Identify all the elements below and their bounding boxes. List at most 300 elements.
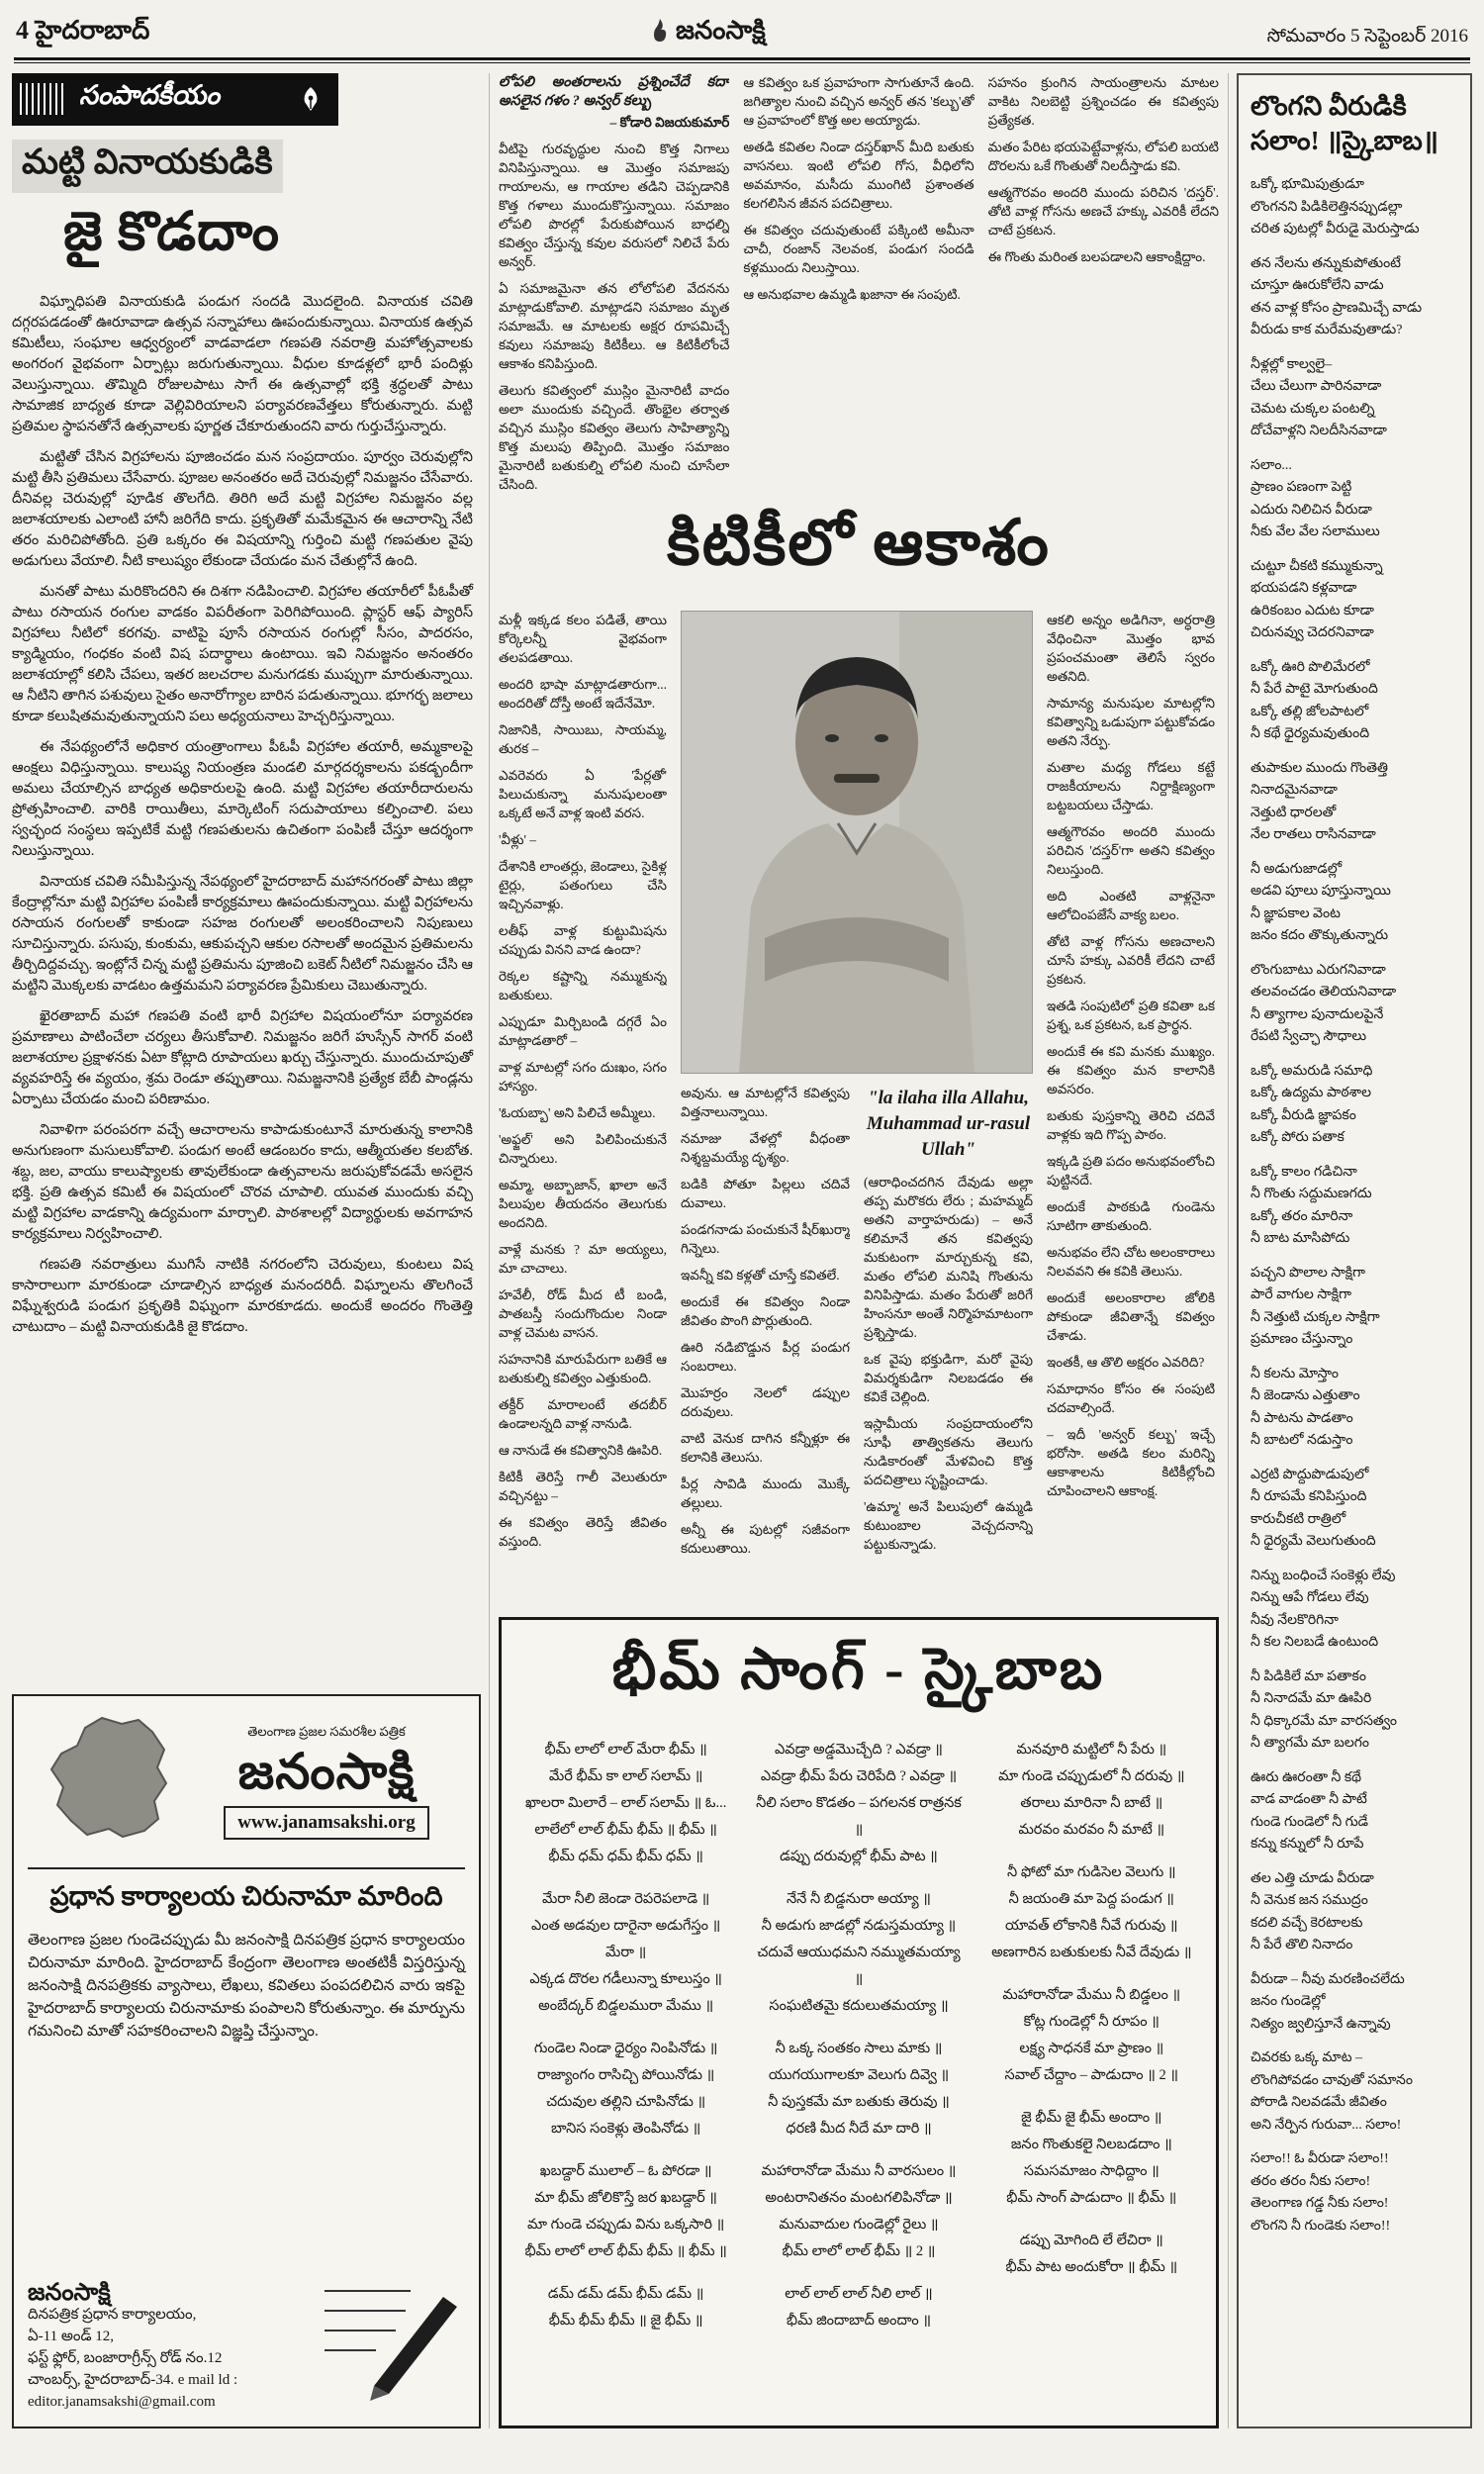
feature-paragraph: ఒక వైపు భక్తుడిగా, మరో వైపు విమర్శకుడిగా నిలబడడం ఈ కవికే చెల్లింది. <box>864 1352 1033 1404</box>
song-line: జై భీమ్ జై భీమ్ అందాం ॥ <box>1021 2110 1162 2126</box>
pen-writing-graphic <box>317 2269 465 2413</box>
editorial-paragraph: నివాళిగా పరంపరగా వచ్చే ఆచారాలను కాపాడుకుంటూనే మారుతున్న కాలానికి అనుగుణంగా మసులుకోవాలి. పండుగ అంటే ఆడంబరం కాదు, ఆత్మీయతల కలబోత. శబ్ద, జల, వాయు కాలుష్యాలకు తావులేకుండా ఉత్సవాలను జరుపుకోవడమే అసలైన భక్తి. ప్రతి ఉత్సవ కమిటీ ఈ విషయంలో చొరవ చూపాలి. యువత ముందుకు వచ్చి మట్టి విగ్రహాల వాడకాన్ని ఉద్యమంగా మార్చాలి. పాఠశాలల్లో విద్యార్థులకు అవగాహన కార్యక్రమాలు నిర్వహించాలి. <box>12 1122 473 1242</box>
poem-line <box>1251 1352 1458 1364</box>
feature-paragraph: 'ఓయబ్బా' అని పిలిచే అమ్మీలు. <box>499 1105 656 1120</box>
feature-text <box>864 1350 1033 1554</box>
poem-line: నీ పాటను పాడతాం <box>1251 1410 1353 1426</box>
poem-line: పచ్చని పొలాల సాక్షిగా <box>1251 1265 1365 1281</box>
poem-line <box>1251 1554 1458 1566</box>
song-line: లక్ష్య సాధనకే మా ప్రాణం ॥ <box>1019 2041 1164 2056</box>
song-line: బానిస సంకెళ్లు తెంపినోడు ॥ <box>551 2121 701 2137</box>
poem-line: ఒక్కో తరం మారినా <box>1251 1208 1353 1224</box>
feature-paragraph: తెలుగు కవిత్వంలో ముస్లిం మైనారిటీ వాదం అలా ముందుకు వచ్చిందే. తొంభైల తర్వాత వచ్చిన ముస్లిం కవిత్వం తెలుగు సాహిత్యాన్ని కొత్త మలుపు తిప్పింది. మొత్తం సమాజం మైనారిటీ బతుకుల్ని లోపలి నుంచి చూసేలా చేసింది. <box>499 383 730 492</box>
song-line: మరవం మరవం నీ మాటే ॥ <box>1018 1822 1165 1838</box>
feature-epigraph: లోపలి అంతరాలను ప్రశ్నించేదే కదా అసలైన గళం ? అన్వర్ కల్బు <box>499 74 730 109</box>
portrait-photo <box>681 611 1033 1074</box>
feature-paragraph: బడికి పోతూ పిల్లలు చదివే దువాలు. <box>681 1177 850 1210</box>
poem-line <box>1251 342 1458 354</box>
poem-line: చివరకు ఒక్క మాట – <box>1251 2050 1363 2065</box>
feature-paragraph: 'వీళ్లు' – <box>499 832 537 847</box>
song-line: తరాలు మారినా నీ బాటే ॥ <box>1020 1795 1163 1811</box>
song-line <box>985 1966 1198 1982</box>
poem-line <box>1251 1957 1458 1969</box>
feature-paragraph: దేశానికి లాంతర్లు, జెండాలు, సైకిళ్ల టైర్లు, పతంగులు చేసి ఇచ్చినవాళ్లు. <box>499 859 667 911</box>
poem-line: నీ రూపమే కనిపిస్తుంది <box>1251 1489 1367 1504</box>
feature-paragraph: ఆ అనుభవాల ఉమ్మడి ఖజానా ఈ సంపుటి. <box>743 287 961 302</box>
song-line: మహారానోడా మేము నీ వారసులం ॥ <box>761 2163 957 2179</box>
poem-line: ప్రమాణం చేస్తున్నాం <box>1251 1332 1353 1347</box>
poem-line: ఎర్రటి పొద్దుపొడుపులో <box>1251 1467 1369 1482</box>
poem-line: ఒక్కో ఊరి పొలిమేరలో <box>1251 659 1370 675</box>
feature-paragraph: అవును. ఆ మాటల్లోనే కవిత్వపు విత్తనాలున్నాయి. <box>681 1086 850 1119</box>
poem-line: కారుచీకటి రాత్రిలో <box>1251 1511 1346 1527</box>
poem-line <box>1251 2036 1458 2047</box>
poem-line: చుట్టూ చీకటి కమ్ముకున్నా <box>1251 558 1383 574</box>
song-line: భీమ్ భీమ్ భీమ్ ॥ జై భీమ్ ॥ <box>548 2313 703 2329</box>
song-line: భీమ్ లాలో లాల్ భీమ్ ॥ 2 ॥ <box>782 2243 936 2259</box>
poem-line: నీ కల నిలబడే ఉంటుంది <box>1251 1635 1379 1650</box>
poem-line: నిన్ను ఆపే గోడలు లేవు <box>1251 1590 1369 1605</box>
poem-line: నిత్యం జ్వలిస్తూనే ఉన్నావు <box>1251 2016 1391 2032</box>
feature-text-col <box>1047 611 1215 1607</box>
poem-line: భయపడని కళ్లవాడా <box>1251 581 1357 596</box>
poem-line: నీ పిడికిలే మా పతాకం <box>1251 1668 1366 1684</box>
promo-website: www.janamsakshi.org <box>224 1806 428 1840</box>
feature-paragraph: 'ఉమ్మా' అనే పిలుపులో ఉమ్మడి కుటుంబాల వెచ్చదనాన్ని పట్టుకున్నాడు. <box>864 1499 1033 1552</box>
poem-line <box>1251 1150 1458 1162</box>
promo-identity <box>188 1724 465 1840</box>
feature-paragraph: – ఇదీ 'అన్వర్ కల్బు' ఇచ్చే భరోసా. అతడి కలం మరిన్ని ఆకాశాలను కిటికీల్లోంచి చూపించాలని ఆకాంక్ష. <box>1047 1427 1215 1498</box>
feature-paragraph: 'అఫ్జల్' అని పిలిపించుకునే చిన్నారులు. <box>499 1132 667 1166</box>
poem-line: సలాం... <box>1251 457 1292 473</box>
song-line: భీమ్ లాలో లాల్ మేరా భీమ్ ॥ <box>544 1742 707 1758</box>
feature-paragraph: అమ్మా, అబ్బాజాన్, ఖాలా అనే పిలుపుల తీయదనం తెలుగుకు అందనిది. <box>499 1178 667 1230</box>
poem-line: వీరుడు కాక మరేమవుతాడు? <box>1251 323 1403 337</box>
song-line: నీ ఫోటో మా గుడిసెల వెలుగు ॥ <box>1007 1864 1176 1880</box>
song-line: రాజ్యాంగం రాసిచ్చి పోయినోడు ॥ <box>537 2067 715 2083</box>
song-line: మహారానోడా మేము నీ బిడ్డలం ॥ <box>1002 1987 1181 2003</box>
poem-line: లొంగుబాటు ఎరుగనివాడా <box>1251 962 1386 978</box>
salute-poem-box <box>1237 73 1472 2428</box>
poem-line: ఎదురు నిలిచిన వీరుడా <box>1251 502 1372 518</box>
promo-notice-title: ప్రధాన కార్యాలయ చిరునామా మారింది <box>28 1867 465 1919</box>
feature-paragraph: అందుకే అలంకారాల జోలికి పోకుండా జీవితాన్నే కవిత్వం చేశాడు. <box>1047 1290 1215 1343</box>
office-address <box>28 2282 317 2413</box>
song-line <box>519 2020 732 2036</box>
feature-paragraph: ఆకలి అన్నం అడిగినా, అర్ధరాత్రి వేధించినా మొత్తం భావ ప్రపంచమంతా తెలిసే స్వరం అతనిది. <box>1047 613 1215 684</box>
poem-line <box>1251 1756 1458 1767</box>
feature-paragraph: అందరి భాషా మాట్లాడతారుగా... అందరితో దోస్తీ అంటే ఇదేనేమో. <box>499 677 667 711</box>
poem-line: ఒక్కో పోరు పతాక <box>1251 1130 1345 1145</box>
header-rule <box>14 57 1470 60</box>
feature-paragraph: మళ్లీ ఇక్కడ కలం పడితే, తాయి కోర్కెలన్నీ వైభవంగా తలపడతాయి. <box>499 613 667 665</box>
song-line: భీమ్ లాలో లాల్ భీమ్ భీమ్ ॥ భీమ్ ॥ <box>524 2243 727 2259</box>
poem-line: లొంగిపోవడం చావుతో సమానం <box>1251 2072 1413 2088</box>
poem-line: ఒక్కో తల్లి జోలపాటలో <box>1251 704 1369 719</box>
editorial-paragraph: మట్టితో చేసిన విగ్రహాలను పూజించడం మన సంప్రదాయం. పూర్వం చెరువుల్లోని మట్టి తీసి ప్రతిమలు చేసేవారు. పూజల అనంతరం అదే చెరువుల్లో నిమజ్జనం చేసేవారు. దీనివల్ల చెరువుల్లో పూడిక తొలగేది. తిరిగి అదే మట్టి విగ్రహాల నిమజ్జనం వల్ల జలాశయాలకు ఎలాంటి హానీ జరిగేది కాదు. ప్రకృతితో మమేకమైన ఈ ఆచారాన్ని నేటి తరం మరిచిపోతోంది. ప్రతి ఒక్కరం ఈ విషయాన్ని గుర్తించి మట్టి గణపతుల వైపు అడుగులు వేయాలి. నీటి కాలుష్యం లేకుండా చేయడం మన చేతుల్లోనే ఉంది. <box>12 449 473 569</box>
feature-paragraph: మతం పేరిట భయపెట్టేవాళ్లను, లోపలి బయటి దొరలను ఒకే గొంతుతో నిలదీస్తాడు కవి. <box>987 140 1219 173</box>
feature-paragraph: అనుభవం లేని చోట అలంకారాలు నిలవవని ఈ కవికి తెలుసు. <box>1047 1245 1215 1279</box>
feature-paragraph: అది ఎంతటి వాళ్లనైనా ఆలోచింపజేసే వాక్య బలం. <box>1047 889 1215 922</box>
poem-line <box>1251 948 1458 960</box>
song-line: నీలి సలాం కొడతం – పగలనక రాత్రనక ॥ <box>756 1795 962 1838</box>
bheem-song-column <box>752 1737 965 2334</box>
poem-line: సలాం!! ఓ వీరుడా సలాం!! <box>1251 2151 1389 2166</box>
poem-line: నీళ్లల్లో కాల్వలై– <box>1251 356 1333 372</box>
office-line: ఏ-11 అండ్ 12, <box>28 2329 115 2344</box>
poem-line: లొంగనని పిడికిలెత్తినప్పుడల్లా <box>1251 199 1403 215</box>
editorial-paragraph: మనతో పాటు మరికొందరిని ఈ దిశగా నడిపించాలి. విగ్రహాల తయారీలో పీఓపీతో పాటు రసాయన రంగుల వాడకం విపరీతంగా పెరిగిపోయింది. ప్లాస్టర్ ఆఫ్ ప్యారిస్ విగ్రహాలు నీటిలో కరగవు. వాటిపై పూసే రసాయన రంగుల్లో సీసం, పాదరసం, క్యాడ్మియం, గంధకం వంటి విష పదార్థాలు ఉంటాయి. ఇవి నిమజ్జనం అనంతరం జలాశయాల్లో కలిసి చేపలు, ఇతర జలచరాల మనుగడకు ముప్పుగా మారుతున్నాయి. ఆ నీటిని తాగిన పశువులు సైతం అనారోగ్యాల బారిన పడుతున్నాయి. భూగర్భ జలాలు కూడా కలుషితమవుతున్నాయని పలు అధ్యయనాలు హెచ్చరిస్తున్నాయి. <box>12 584 473 724</box>
feature-paragraph: అతడి కవితల నిండా దస్తర్‌ఖాన్ మీది బతుకు వాసనలు. ఇంటి లోపలి గోస, వీధిలోని అవమానం, మసీదు ముంగిటి ప్రశాంతత కలగలిసిన జీవన పదచిత్రాలు. <box>743 140 974 211</box>
editorial-paragraph: వినాయక చవితి సమీపిస్తున్న నేపథ్యంలో హైదరాబాద్ మహానగరంతో పాటు జిల్లా కేంద్రాల్లోనూ మట్టి విగ్రహాల పంపిణీ కార్యక్రమాలు ఊపందుకున్నాయి. మట్టి విగ్రహాలను రసాయన రంగులతో కాకుండా సహజ రంగులతో అలంకరించాలని నిపుణులు సూచిస్తున్నారు. పసుపు, కుంకుమ, ఆకుపచ్చని ఆకుల రసాలతో అందమైన ప్రతిమలను తీర్చిదిద్దవచ్చు. ఇంట్లోనే చిన్న మట్టి ప్రతిమను పూజించి బకెట్ నీటిలో నిమజ్జనం చేసి ఆ మట్టిని మొక్కలకు వాడటం ఉత్తమమని పర్యావరణ ప్రేమికులు చెబుతున్నారు. <box>12 874 473 994</box>
poem-line: అని నేర్పిన గురువా... సలాం! <box>1251 2117 1402 2133</box>
poem-line: పోరాడి నిలవడమే జీవితం <box>1251 2095 1387 2110</box>
song-line: అంబేద్కర్ బిడ్డలమురా మేము ॥ <box>538 1998 714 2014</box>
salute-title-line: లొంగని వీరుడికి <box>1251 91 1407 121</box>
feature-paragraph: ఇస్లామీయ సంప్రదాయంలోని సూఫీ తాత్వికతను తెలుగు నుడికారంతో మేళవించి కొత్త పదచిత్రాలు సృష్టించాడు. <box>864 1416 1033 1487</box>
song-line: అంటరానితనం మంటగలిపినోడా ॥ <box>765 2190 953 2206</box>
feature-photo-wrap <box>681 611 1033 1607</box>
feature-paragraph: ఇక్కడి ప్రతి పదం అనుభవంలోంచి పుట్టినదే. <box>1047 1154 1215 1188</box>
office-notice-box <box>12 1694 481 2428</box>
poem-line: నీ నినాదమే మా ఊపిరి <box>1251 1691 1372 1706</box>
bheem-song-box <box>499 1617 1219 2428</box>
song-line: మా భీమ్ జోలికొస్తే జర ఖబడ్దార్ ॥ <box>534 2190 717 2206</box>
song-line: జనం గొంతుకలై నిలబడదాం ॥ <box>1010 2137 1172 2152</box>
edition-date: సోమవారం 5 సెప్టెంబర్ 2016 <box>1266 26 1468 47</box>
kalima-quote: "la ilaha illa Allahu, Muhammad ur-rasul Ullah" <box>866 1088 1031 1160</box>
office-line: దినపత్రిక ప్రధాన కార్యాలయం, <box>28 2307 197 2323</box>
office-line: ఫస్ట్ ఫ్లోర్, బంజారాగ్రీన్స్ రోడ్ నం.12 <box>28 2350 223 2366</box>
poem-line: నీవు నేలకొరిగినా <box>1251 1612 1339 1628</box>
song-line: నీ పుస్తకమే మా బతుకు తెరువు ॥ <box>768 2094 950 2110</box>
feature-intro-text <box>499 140 729 494</box>
editorial-paragraph: ఖైరతాబాద్ మహా గణపతి వంటి భారీ విగ్రహాల విషయంలోనూ పర్యావరణ ప్రమాణాలు పాటించేలా చర్యలు తీసుకోవాలి. నిమజ్జనం జరిగే హుస్సేన్ సాగర్ వంటి జలాశయాల ప్రక్షాళనకు ఏటా కోట్లాది రూపాయలు ఖర్చు చేస్తున్నారు. ముందుచూపుతో వ్యవహరిస్తే ఈ వ్యయం, శ్రమ రెండూ తప్పుతాయి. నిమజ్జనానికి ప్రత్యేక బేబీ పాండ్లను ఏర్పాటు చేయడం మంచి పరిణామం. <box>12 1008 473 1107</box>
feature-paragraph: ఆత్మగౌరవం అందరి ముందు పరిచిన 'దస్తర్'గా అతని కవిత్వం నిలుస్తుంది. <box>1047 824 1215 877</box>
pen-nib-icon <box>297 85 325 113</box>
poem-line: నీ బాటలో నడుస్తాం <box>1251 1433 1353 1448</box>
poem-line: చూస్తూ ఊరుకోలేని వాడు <box>1251 278 1384 293</box>
song-line: మనవూరి మట్టిలో నీ పేరు ॥ <box>1016 1742 1167 1758</box>
poem-line: నీ త్యాగాల పునాదులపైనే <box>1251 1006 1384 1022</box>
feature-text-col <box>681 1084 850 1607</box>
poem-line <box>1251 544 1458 556</box>
bheem-song-columns <box>519 1737 1198 2334</box>
feature-paragraph: సమాధానం కోసం ఈ సంపుటి చదవాల్సిందే. <box>1047 1381 1215 1415</box>
song-line: మేరే భీమ్ కా లాల్ సలామ్ ॥ <box>548 1768 703 1784</box>
feature-paragraph: వాటి వెనుక దాగిన కన్నీళ్లూ ఈ కలానికి తెలుసు. <box>681 1431 850 1465</box>
feature-paragraph: ఈ కవిత్వం చదువుతుంటే పక్కింటి అమీనా చాచీ, రంజాన్ నెలవంక, పండుగ సందడి కళ్లముందు నిలుస్తాయి. <box>743 223 974 275</box>
poem-line: తల ఎత్తి చూడు వీరుడా <box>1251 1870 1374 1886</box>
feature-body <box>499 611 1219 1607</box>
poem-line: తన వాళ్ల కోసం ప్రాణమిచ్చే వాడు <box>1251 300 1423 316</box>
masthead-logo <box>651 16 766 51</box>
song-line <box>985 2212 1198 2228</box>
editorial-kicker: మట్టి వినాయకుడికి <box>12 140 283 193</box>
promo-footer <box>28 2269 465 2413</box>
song-line: డప్పు మోగింది లే లేచిరా ॥ <box>1019 2233 1163 2248</box>
editorial-column <box>12 73 481 2428</box>
poem-line: నీకు వేల వేల సలాములు <box>1251 524 1380 539</box>
poem-line: నీ పేరే పాటై మోగుతుంది <box>1251 682 1378 697</box>
poem-line <box>1251 241 1458 253</box>
song-line: సమసమాజం సాధిద్దాం ॥ <box>1023 2163 1159 2179</box>
masthead-title: జనంసాక్షి <box>676 16 766 45</box>
song-line: భీమ్ ధమ్ ధమ్ భీమ్ ధమ్ ॥ <box>548 1849 703 1864</box>
feature-paragraph: అన్నీ ఈ పుటల్లో సజీవంగా కదులుతాయి. <box>681 1522 850 1556</box>
poem-line <box>1251 1856 1458 1868</box>
poem-line: వీరుడా – నీవు మరణించలేదు <box>1251 1971 1405 1987</box>
song-line: నేనే నీ బిడ్డనురా అయ్యా ॥ <box>787 1891 931 1907</box>
poem-line: నీ జ్ఞాపకాల వెంట <box>1251 905 1341 921</box>
feature-intro-col <box>499 73 729 499</box>
feature-paragraph: నమాజు వేళల్లో వీధంతా నిశ్శబ్దమయ్యే దృశ్యం. <box>681 1131 850 1165</box>
feature-paragraph: ఈ కవిత్వం తెరిస్తే జీవితం వస్తుంది. <box>499 1515 667 1549</box>
song-line: లాలేలో లాల్ భీమ్ భీమ్ ॥ భీమ్ ॥ <box>534 1822 717 1838</box>
poem-line: చెమట చుక్కల పంటల్ని <box>1251 401 1375 417</box>
poem-line: నీ జెండాను ఎత్తుతాం <box>1251 1388 1360 1403</box>
poem-line <box>1251 1453 1458 1465</box>
song-line <box>519 1870 732 1886</box>
poem-line: నీ కథే ధైర్యమవుతుంది <box>1251 726 1370 741</box>
feature-paragraph: ఊరి నడిబొడ్డున పీర్ల పండుగ సంబరాలు. <box>681 1340 850 1374</box>
song-line: మనువాదుల గుండెల్లో రైలు ॥ <box>779 2217 939 2233</box>
poem-line: ఒక్కో భూమిపుత్రుడూ <box>1251 177 1364 192</box>
song-line <box>985 2089 1198 2105</box>
song-line: చదువుల తల్లిని చూపినోడు ॥ <box>546 2094 706 2110</box>
poem-line: చరిత పుటల్లో వీరుడై మెరుస్తాడు <box>1251 222 1420 237</box>
song-line: ధరణి మీద నీదే మా దారి ॥ <box>786 2121 932 2137</box>
editorial-paragraph: ఈ నేపథ్యంలోనే అధికార యంత్రాంగాలు పీఓపీ విగ్రహాల తయారీ, అమ్మకాలపై ఆంక్షలు విధిస్తున్నాయి. కాలుష్య నియంత్రణ మండలి మార్గదర్శకాలను పకడ్బందీగా అమలు చేయాల్సిన బాధ్యత అధికారులపై ఉంది. మట్టి విగ్రహాల తయారీదారులను ప్రోత్సహించాలి. వారికి రాయితీలు, మార్కెటింగ్ సదుపాయాలు కల్పించాలి. పలు స్వచ్ఛంద సంస్థలు ఇప్పటికే మట్టి గణపతులను ఉచితంగా పంపిణీ చేస్తూ ఆదర్శంగా నిలుస్తున్నాయి. <box>12 739 473 859</box>
feature-paragraph: సామాన్య మనుషుల మాటల్లోని కవిత్వాన్ని ఒడుపుగా పట్టుకోవడం అతని నేర్పు. <box>1047 696 1215 748</box>
song-line <box>519 2265 732 2281</box>
poem-line: వాడ వాడంతా నీ పాటే <box>1251 1792 1367 1807</box>
poem-line: తెలంగాణ గడ్డ నీకు సలాం! <box>1251 2196 1389 2211</box>
song-line: డమ్ డమ్ డమ్ భీమ్ డమ్ ॥ <box>547 2286 704 2302</box>
song-line: సవాల్ చేద్దాం – పాడుదాం ॥ 2 ॥ <box>1004 2067 1179 2083</box>
song-line: ఖాలరా మిలారే – లాల్ సలామ్ ॥ ఓ... <box>524 1795 727 1811</box>
poem-line: ప్రాణం పణంగా పెట్టి <box>1251 480 1352 495</box>
feature-paragraph: రెక్కల కష్టాన్ని నమ్ముకున్న బతుకులు. <box>499 969 667 1002</box>
feature-paragraph: ఎప్పుడూ మిర్చిబండి దగ్గరే ఏం మాట్లాడతారో – <box>499 1014 667 1048</box>
feature-quote-col <box>864 1084 1033 1607</box>
song-line: ఎవడ్రా భీమ్ పేరు చెరిపేది ? ఎవడ్రా ॥ <box>760 1768 958 1784</box>
poem-line: నిన్ను బంధించే సంకెళ్లు లేవు <box>1251 1568 1396 1583</box>
feature-paragraph: ఇంతకీ, ఆ తొలి అక్షరం ఎవరిది? <box>1047 1355 1205 1370</box>
song-line: ఎక్కడ దొరల గడీలున్నా కూలుస్తం ॥ <box>529 1971 722 1987</box>
feature-paragraph: వాళ్ల మాటల్లో సగం దుఃఖం, సగం హాస్యం. <box>499 1060 667 1094</box>
feature-paragraph: అందుకే ఈ కవి మనకు ముఖ్యం. ఈ కవిత్వం మన కాలానికి అవసరం. <box>1047 1044 1215 1096</box>
poem-line <box>1251 2137 1458 2148</box>
song-line <box>752 2142 965 2158</box>
poem-line: కన్ను కన్నులో నీ రూపే <box>1251 1837 1364 1852</box>
barcode-stripes-icon <box>20 83 65 115</box>
feature-paragraph: అందుకే పాఠకుడి గుండెను సూటిగా తాకుతుంది. <box>1047 1199 1215 1233</box>
poem-line: చిరునవ్వు చెదరనివాడా <box>1251 625 1374 640</box>
poem-line: లొంగని నీ గుండెకు సలాం!! <box>1251 2218 1391 2234</box>
feature-paragraph: వీటిపై గురవృద్ధుల నుంచి కొత్త నిగాలు వినిపిస్తున్నాయి. ఆ మొత్తం సమాజపు గాయాలను, ఆ గాయాల తడిని చెప్పడానికి కొత్త గళాలు ముందుకొస్తున్నాయి. సమాజం లోపలి పొరల్లో పేరుకుపోయిన బాధల్ని కవిత్వం చేస్తున్న కవుల వరుసలో నిలిచే పేరు అన్వర్. <box>499 142 730 269</box>
editorial-body <box>12 292 481 1686</box>
feature-paragraph: మొహర్రం నెలలో డప్పుల దరువులు. <box>681 1385 850 1419</box>
salute-poem-body <box>1251 174 1458 2237</box>
poem-line: చేలు చేలుగా పారినవాడా <box>1251 379 1382 394</box>
poem-line <box>1251 645 1458 657</box>
poem-line <box>1251 1655 1458 1666</box>
poem-line: నీ అడుగుజాడల్లో <box>1251 861 1343 877</box>
poem-line: నీ కలను మోస్తాం <box>1251 1366 1339 1381</box>
song-line <box>752 1870 965 1886</box>
page-body <box>0 63 1484 2442</box>
poem-line: ఒక్కో ఉద్యమ పాఠశాల <box>1251 1086 1371 1100</box>
promo-notice-body: తెలంగాణ ప్రజల గుండెచప్పుడు మీ జనంసాక్షి దినపత్రిక ప్రధాన కార్యాలయం చిరునామా మారింది. హైదరాబాద్ కేంద్రంగా తెలంగాణ అంతటికీ విస్తరిస్తున్న జనంసాక్షి దినపత్రికకు వ్యాసాలు, లేఖలు, కవితలు పంపదలిచిన వారు ఇకపై హైదరాబాద్ కార్యాలయ చిరునామాకు పంపాలని కోరుతున్నాం. ఈ మార్పును గమనించి మాతో సహకరించాలని విజ్ఞప్తి చేస్తున్నాం. <box>28 1932 465 2040</box>
page-header <box>0 0 1484 57</box>
song-line: గుండెల నిండా ధైర్యం నింపినోడు ॥ <box>533 2041 718 2056</box>
poem-line: నీ బాట మాసిపోదు <box>1251 1231 1350 1246</box>
song-line: చదువే ఆయుధమని నమ్ముతమయ్యా ॥ <box>757 1945 961 1987</box>
song-line: ఎవడ్రా అడ్డమొచ్చేది ? ఎవడ్రా ॥ <box>774 1742 943 1758</box>
song-line: కోట్ల గుండెల్లో నీ రూపం ॥ <box>1023 2014 1159 2030</box>
promo-logo: జనంసాక్షి <box>237 1744 416 1799</box>
feature-paragraph: కిటికీ తెరిస్తే గాలీ వెలుతురూ వచ్చినట్టు – <box>499 1470 667 1503</box>
salute-poem-title <box>1251 89 1458 158</box>
song-line: మేరా నీలి జెండా రెపరెపలాడె ॥ <box>541 1891 710 1907</box>
poem-line <box>1251 1251 1458 1263</box>
poem-line: కదలి వచ్చే కెరటాలకు <box>1251 1915 1363 1931</box>
song-line: భీమ్ సాంగ్ పాడుదాం ॥ భీమ్ ॥ <box>1006 2190 1177 2206</box>
poem-line: గుండె గుండెలో నీ గుడే <box>1251 1814 1369 1830</box>
poem-line: ఊరు ఊరంతా నీ కథే <box>1251 1769 1362 1785</box>
feature-paragraph: ఆత్మగౌరవం అందరి ముందు పరిచిన 'దస్తర్'. తోటి వాళ్ల గోసను అణచే హక్కు ఎవరికీ లేదని చాటే ప్రకటన. <box>987 185 1219 238</box>
feature-byline: – కోడారి విజయకుమార్ <box>609 115 730 130</box>
poem-line: తన నేలను తన్నుకుపోతుంటే <box>1251 255 1401 271</box>
poem-line: నీ నెత్తుటి చుక్కల సాక్షిగా <box>1251 1309 1380 1325</box>
song-line: డప్పు దరువుల్లో భీమ్ పాట ॥ <box>780 1849 938 1864</box>
promo-masthead <box>28 1710 465 1854</box>
feature-paragraph: తోటి వాళ్ల గోసను అణచాలని చూసే హక్కు ఎవరికీ లేదని చాటే ప్రకటన. <box>1047 934 1215 987</box>
poem-line <box>1251 1049 1458 1061</box>
song-line: ఖబడ్దార్ ములాల్ – ఓ పోరడా ॥ <box>539 2163 712 2179</box>
office-line: చాంబర్స్, హైదరాబాద్-34. e mail ld : editor.janamsakshi@gmail.com <box>28 2372 238 2410</box>
poem-line: నేల రాతలు రాసినవాడా <box>1251 827 1376 842</box>
bheem-song-headline: భీమ్ సాంగ్ - స్కైబాబ <box>611 1637 1106 1701</box>
feature-paragraph: వాళ్లే మనకు ? మా అయ్యలు, మా చాచాలు. <box>499 1242 667 1276</box>
feature-paragraph: బతుకు పుస్తకాన్ని తెరిచి చదివే వాళ్లకు ఇది గొప్ప పాఠం. <box>1047 1108 1215 1142</box>
feature-paragraph: హవేలీ, రోడ్ మీద టీ బండి, పాతబస్తీ సందుగొందుల నిండా వాళ్ల చెమట వాసన. <box>499 1287 667 1340</box>
editorial-label: సంపాదకీయం <box>79 80 221 110</box>
poem-line: తుపాకుల ముందు గొంతెత్తి <box>1251 760 1388 776</box>
editorial-paragraph: గణపతి నవరాత్రులు ముగిసే నాటికి నగరంలోని చెరువులు, కుంటలు విష కాసారాలుగా మారకుండా చూడాల్సిన బాధ్యత మనందరిదీ. విఘ్నాలను తొలగించే విఘ్నేశ్వరుడి పండుగ ప్రకృతికి విఘ్నంగా మారకూడదు. అందుకే అందరం గొంతెత్తి చాటుదాం – మట్టి వినాయకుడికి జై కొడదాం. <box>12 1257 473 1335</box>
feature-paragraph: పండగనాడు పంచుకునే షీర్‌ఖుర్మా గిన్నెలు. <box>681 1222 850 1256</box>
feature-text-col <box>499 611 667 1607</box>
song-line <box>519 2142 732 2158</box>
poem-line: నీ ధిక్కారమే మా వారసత్వం <box>1251 1713 1397 1729</box>
feature-paragraph: ఇతడి సంపుటిలో ప్రతి కవితా ఒక ప్రశ్న, ఒక ప్రకటన, ఒక ప్రార్థన. <box>1047 999 1215 1032</box>
feature-paragraph: ఇవన్నీ కవి కళ్లతో చూస్తే కవితలే. <box>681 1268 840 1283</box>
feature-headline: కిటికీలో ఆకాశం <box>667 508 1051 578</box>
feature-paragraph: లతీఫ్ వాళ్ల కుట్టుమిషను చప్పుడు వినని వాడ ఉందా? <box>499 923 667 957</box>
song-line: అణగారిన బతుకులకు నీవే దేవుడు ॥ <box>991 1945 1192 1960</box>
feature-paragraph: మతాల మధ్య గోడలు కట్టే రాజకీయాలను నిర్దాక్షిణ్యంగా బట్టబయలు చేస్తాడు. <box>1047 760 1215 812</box>
promo-tagline: తెలంగాణ ప్రజల సమరశీల పత్రిక <box>247 1724 406 1739</box>
poem-line: జనం కదం తొక్కుతున్నారు <box>1251 928 1389 943</box>
poem-line: దోచేవాళ్లని నిలదీసినవాడా <box>1251 424 1387 438</box>
feature-paragraph: ఏ సమాజమైనా తన లోలోపలి వేదనను మాట్లాడుకోవాలి. మాట్లాడని సమాజం మృత సమాజమే. ఆ మాటలకు అక్షర రూపమిచ్చే కవులు సమాజపు కిటికీలు. ఆ కిటికీలోంచే ఆకాశం కనిపిస్తుంది. <box>499 281 730 371</box>
feature-paragraph: ఈ గొంతు మరింత బలపడాలని ఆకాంక్షిద్దాం. <box>987 249 1206 264</box>
poem-line: తరం తరం నీకు సలాం! <box>1251 2173 1371 2189</box>
feature-paragraph: ఎవరెవరు ఏ 'పేర్లతో' పిలుచుకున్నా మనుషులంతా ఒక్కటే అనే వాళ్ల ఇంటి వరస. <box>499 768 667 820</box>
feature-paragraph: సహనానికి మారుపేరుగా బతికే ఆ బతుకుల్ని కవిత్వం ఎత్తుకుంది. <box>499 1352 667 1385</box>
poem-line: నీ పేరే తొలి నినాదం <box>1251 1938 1353 1952</box>
song-line: యుగయుగాలకూ వెలుగు దివ్వె ॥ <box>768 2067 950 2083</box>
feature-paragraph: నిజానికి, సాయిబు, సాయమ్మ, తురక – <box>499 722 667 756</box>
feature-paragraph: సహనం క్రుంగిన సాయంత్రాలను మాటల వాకిట నిలబెట్టి ప్రశ్నించడం ఈ కవిత్వపు ప్రత్యేకత. <box>987 75 1219 128</box>
poem-line <box>1251 746 1458 758</box>
song-line <box>752 2265 965 2281</box>
feature-intro-col <box>743 73 974 499</box>
poem-line: రేపటి స్వేచ్ఛా సౌధాలు <box>1251 1029 1367 1044</box>
editorial-paragraph: విఘ్నాధిపతి వినాయకుడి పండుగ సందడి మొదలైంది. వినాయక చవితి దగ్గరపడడంతో ఊరూవాడా ఉత్సవ సన్నాహాలు ఊపందుకున్నాయి. వినాయక ఉత్సవ కమిటీలు, సంఘాల ఆధ్వర్యంలో వాడవాడలా గణపతి నవరాత్రి మహోత్సవాలకు అంగరంగ వైభవంగా ఏర్పాట్లు జరుగుతున్నాయి. వీధుల కూడళ్లలో భారీ పందిళ్లు వెలుస్తున్నాయి. తొమ్మిది రోజులపాటు సాగే ఈ ఉత్సవాల్లో భక్తి శ్రద్ధలతో పాటు సామాజిక బాధ్యత కూడా వెల్లివిరియాలని పర్యావరణవేత్తలు కోరుతున్నారు. మట్టి ప్రతిమల స్థాపనతోనే ఉత్సవాలకు పూర్ణత చేకూరుతుందని వారు గుర్తుచేస్తున్నారు. <box>12 294 473 434</box>
poem-line: నెత్తుటి ధారలతో <box>1251 805 1337 820</box>
poem-line: ఒక్కో అమరుడి సమాధి <box>1251 1063 1373 1079</box>
poem-line <box>1251 443 1458 455</box>
feature-column <box>489 73 1229 2428</box>
poem-line: ఒక్కో వీరుడి జ్ఞాపకం <box>1251 1107 1356 1123</box>
song-line: భీమ్ జిందాబాద్ అందాం ॥ <box>786 2313 932 2329</box>
feature-paragraph: ఆ కవిత్వం ఒక ప్రవాహంగా సాగుతూనే ఉంది. జగిత్యాల నుంచి వచ్చిన అన్వర్ తన 'కల్బు'తో ఆ ప్రవాహంలో కొత్త అల అయ్యాడు. <box>743 75 974 128</box>
page-number-city: 4 హైదరాబాద్ <box>16 16 150 45</box>
office-name: జనంసాక్షి <box>28 2280 111 2306</box>
song-line: భీమ్ పాట అందుకోరా ॥ భీమ్ ॥ <box>1005 2259 1178 2275</box>
editorial-label-box <box>12 73 338 126</box>
song-line: మా గుండె చప్పుడులో నీ దరువు ॥ <box>998 1768 1185 1784</box>
poem-line: నీ ధైర్యమే వెలుగుతుంది <box>1251 1534 1376 1549</box>
poem-line <box>1251 847 1458 859</box>
poem-line: ఒక్కో కాలం గడిచినా <box>1251 1164 1357 1180</box>
poem-line: నీ వెనుక జన సముద్రం <box>1251 1893 1368 1908</box>
song-line <box>985 1844 1198 1859</box>
song-line: నీ అడుగు జాడల్లో నడుస్తమయ్యా ॥ <box>761 1918 957 1934</box>
poem-line: జనం గుండెల్లో <box>1251 1994 1326 2009</box>
feature-intro <box>499 73 1219 499</box>
poem-line: నీ త్యాగమే మా బలగం <box>1251 1736 1370 1751</box>
feature-paragraph: తక్దీర్ మారాలంటే తదబీర్ ఉండాలన్నది వాళ్ల నానుడి. <box>499 1397 667 1431</box>
flame-icon <box>651 18 669 50</box>
song-line: సంఘటితమై కదులుతమయ్యా ॥ <box>769 1998 949 2014</box>
feature-paragraph: పీర్ల సావిడి ముందు మొక్కే తల్లులు. <box>681 1476 850 1510</box>
feature-paragraph: అందుకే ఈ కవిత్వం నిండా జీవితం పొంగి పొర్లుతుంది. <box>681 1294 850 1328</box>
song-line: యావత్ లోకానికి నీవే గురువు ॥ <box>1005 1918 1178 1934</box>
editorial-headline: జై కొడదాం <box>63 202 281 261</box>
song-line: మా గుండె చప్పుడు విను ఒక్కసారి ॥ <box>527 2217 725 2233</box>
bheem-song-column <box>519 1737 732 2334</box>
salute-title-line: సలాం! ॥స్కైబాబ॥ <box>1251 126 1438 155</box>
kalima-translation: (ఆరాధించదగిన దేవుడు అల్లా తప్ప మరొకరు లేరు ; మహమ్మద్ అతని వార్తాహరుడు) – అనే కలిమానే తన కవిత్వపు మకుటంగా మార్చుకున్న కవి, మతం లోపలి మనిషి గొంతును వినిపిస్తాడు. మతం పేరుతో జరిగే హింసనూ అంతే నిర్మొహమాటంగా ప్రశ్నిస్తాడు. <box>864 1175 1033 1340</box>
song-line: ఎంత అడవుల దారైనా అడుగేస్తం ॥ మేరా ॥ <box>531 1918 721 1960</box>
song-line: లాల్ లాల్ లాల్ నీలి లాల్ ॥ <box>785 2286 933 2302</box>
poem-line: నీ గొంతు సద్దుమణగదు <box>1251 1187 1372 1201</box>
feature-intro-col <box>988 73 1219 499</box>
bheem-song-column <box>985 1737 1198 2334</box>
song-line: నీ జయంతి మా పెద్ద పండుగ ॥ <box>1008 1891 1174 1907</box>
below-photo-cols <box>681 1084 1033 1607</box>
poem-line: నినాదమైనవాడా <box>1251 783 1338 798</box>
poem-line: ఉరికంబం ఎదుట కూడా <box>1251 603 1374 618</box>
poem-line: పారే వాగుల సాక్షిగా <box>1251 1287 1351 1302</box>
feature-paragraph: ఆ నానుడే ఈ కవిత్వానికి ఊపిరి. <box>499 1443 663 1458</box>
song-line: నీ ఒక్క సంతకం సాలు మాకు ॥ <box>775 2041 943 2056</box>
telangana-map-graphic <box>28 1710 176 1854</box>
poem-line: అడవి పూలు పూస్తున్నాయి <box>1251 884 1391 899</box>
